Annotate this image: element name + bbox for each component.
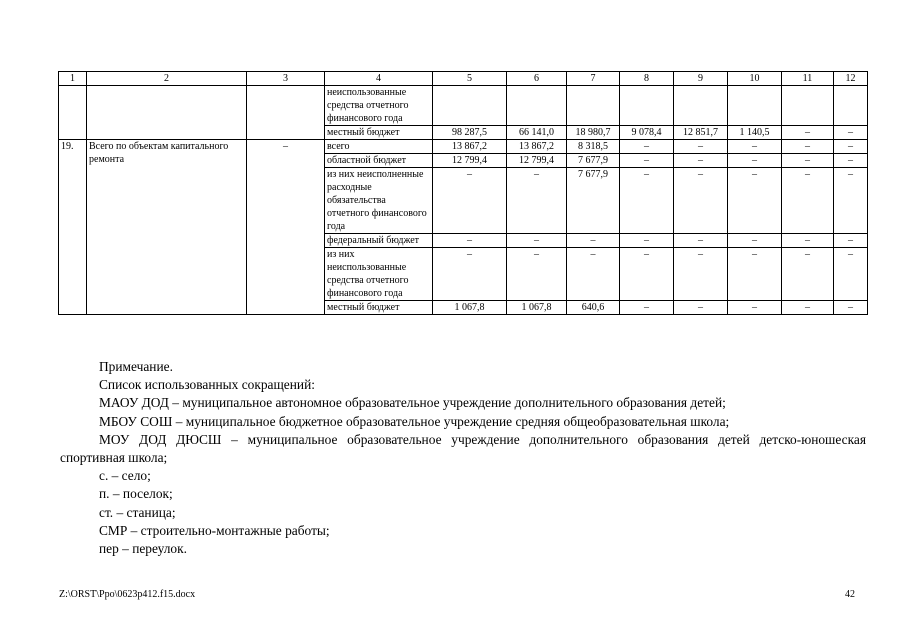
value-cell: –	[782, 140, 834, 154]
column-header: 3	[247, 72, 325, 86]
abbreviations-heading: Список использованных сокращений:	[99, 377, 315, 393]
value-cell	[507, 86, 567, 126]
column-header: 9	[674, 72, 728, 86]
value-cell: 7 677,9	[567, 154, 620, 168]
empty-cell	[59, 86, 87, 140]
value-cell: –	[782, 168, 834, 234]
value-cell: 13 867,2	[507, 140, 567, 154]
value-cell: –	[834, 234, 868, 248]
row-label: местный бюджет	[325, 301, 433, 315]
column-header: 4	[325, 72, 433, 86]
abbreviation-item: пер – переулок.	[99, 541, 187, 557]
abbreviation-item: МАОУ ДОД – муниципальное автономное образовательное учреждение дополнительного образования детей;	[99, 395, 726, 411]
empty-cell	[87, 86, 247, 140]
value-cell: –	[674, 234, 728, 248]
value-cell: 12 799,4	[507, 154, 567, 168]
value-cell: –	[620, 248, 674, 301]
column-header: 12	[834, 72, 868, 86]
value-cell: 1 067,8	[507, 301, 567, 315]
value-cell: 12 799,4	[433, 154, 507, 168]
abbreviation-item: с. – село;	[99, 468, 151, 484]
row-label: из них неиспользованные средства отчетного финансового года	[325, 248, 433, 301]
table-header-row	[59, 72, 868, 86]
row-label: всего	[325, 140, 433, 154]
table-row	[59, 86, 868, 126]
value-cell	[834, 86, 868, 126]
value-cell: –	[620, 154, 674, 168]
value-cell: –	[728, 154, 782, 168]
abbreviation-item: ст. – станица;	[99, 504, 176, 520]
value-cell: –	[834, 248, 868, 301]
value-cell: –	[782, 126, 834, 140]
value-cell	[620, 86, 674, 126]
table-row	[59, 140, 868, 154]
value-cell: –	[834, 126, 868, 140]
value-cell: 7 677,9	[567, 168, 620, 234]
value-cell: 98 287,5	[433, 126, 507, 140]
value-cell: –	[620, 301, 674, 315]
row-label: неиспользованные средства отчетного финансового года	[325, 86, 433, 126]
object-name: Всего по объектам капитального ремонта	[87, 140, 247, 315]
column-header: 6	[507, 72, 567, 86]
value-cell	[433, 86, 507, 126]
value-cell: –	[834, 154, 868, 168]
value-cell: –	[433, 248, 507, 301]
row-number: 19.	[59, 140, 87, 315]
value-cell: –	[782, 234, 834, 248]
note-heading: Примечание.	[99, 359, 173, 374]
value-cell: 9 078,4	[620, 126, 674, 140]
row-label: из них неисполненные расходные обязательства отчетного финансового года	[325, 168, 433, 234]
value-cell: –	[567, 248, 620, 301]
value-cell: –	[782, 248, 834, 301]
value-cell: –	[782, 154, 834, 168]
value-cell: 640,6	[567, 301, 620, 315]
column-header: 7	[567, 72, 620, 86]
notes-section	[60, 358, 866, 558]
value-cell: –	[507, 248, 567, 301]
value-cell: –	[433, 234, 507, 248]
value-cell: –	[674, 168, 728, 234]
value-cell: –	[674, 154, 728, 168]
value-cell	[728, 86, 782, 126]
value-cell: –	[620, 140, 674, 154]
abbreviation-item: МОУ ДОД ДЮСШ – муниципальное образовательное учреждение дополнительного образования детей детско-юношеская спортивная школа;	[60, 431, 866, 466]
value-cell: –	[728, 140, 782, 154]
value-cell: –	[834, 168, 868, 234]
abbreviation-item: СМР – строительно-монтажные работы;	[99, 522, 330, 538]
value-cell: –	[507, 234, 567, 248]
column-header: 2	[87, 72, 247, 86]
value-cell: –	[674, 140, 728, 154]
row-label: областной бюджет	[325, 154, 433, 168]
footer-file-path: Z:\ORST\Ppo\0623p412.f15.docx	[59, 589, 196, 600]
empty-cell	[247, 86, 325, 140]
value-cell: –	[728, 248, 782, 301]
value-cell: 18 980,7	[567, 126, 620, 140]
value-cell: –	[433, 168, 507, 234]
abbreviation-item: п. – поселок;	[99, 486, 173, 502]
value-cell: –	[620, 234, 674, 248]
value-cell: 12 851,7	[674, 126, 728, 140]
value-cell: –	[567, 234, 620, 248]
column-header: 8	[620, 72, 674, 86]
value-cell: –	[620, 168, 674, 234]
value-cell	[567, 86, 620, 126]
value-cell: –	[782, 301, 834, 315]
row-label: федеральный бюджет	[325, 234, 433, 248]
column-header: 5	[433, 72, 507, 86]
value-cell: 1 067,8	[433, 301, 507, 315]
value-cell: 66 141,0	[507, 126, 567, 140]
value-cell: –	[507, 168, 567, 234]
budget-table	[58, 71, 868, 315]
value-cell: 1 140,5	[728, 126, 782, 140]
column-header: 10	[728, 72, 782, 86]
row-label: местный бюджет	[325, 126, 433, 140]
value-cell: –	[834, 140, 868, 154]
abbreviation-item: МБОУ СОШ – муниципальное бюджетное образовательное учреждение средняя общеобразовательная школа;	[99, 413, 730, 429]
value-cell	[782, 86, 834, 126]
value-cell: –	[674, 248, 728, 301]
value-cell: –	[834, 301, 868, 315]
value-cell: –	[674, 301, 728, 315]
column-header: 1	[59, 72, 87, 86]
value-cell: 13 867,2	[433, 140, 507, 154]
value-cell	[674, 86, 728, 126]
value-cell: –	[728, 168, 782, 234]
column-header: 11	[782, 72, 834, 86]
value-cell: 8 318,5	[567, 140, 620, 154]
page-number: 42	[845, 589, 855, 600]
value-cell: –	[728, 301, 782, 315]
value-cell: –	[247, 140, 325, 315]
value-cell: –	[728, 234, 782, 248]
